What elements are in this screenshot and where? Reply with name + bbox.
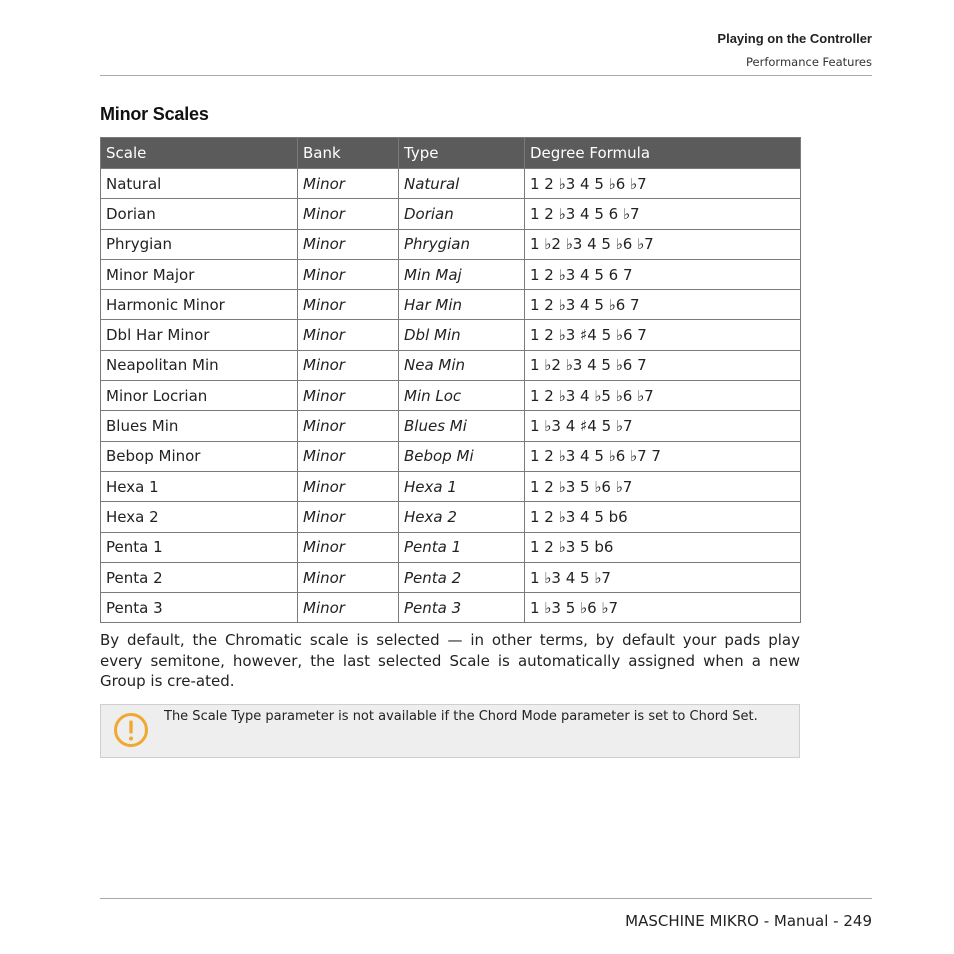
cell-degree-formula: 1 2 ♭3 5 b6 <box>525 532 801 562</box>
cell-degree-formula: 1 2 ♭3 4 5 ♭6 ♭7 <box>525 169 801 199</box>
table-row <box>101 199 801 229</box>
cell-bank: Minor <box>298 532 399 562</box>
header-chapter-title: Playing on the Controller <box>717 31 872 46</box>
table-row <box>101 562 801 592</box>
cell-type: Natural <box>399 169 525 199</box>
cell-scale: Neapolitan Min <box>101 350 298 380</box>
table-row <box>101 169 801 199</box>
column-header-degree-formula: Degree Formula <box>525 138 801 169</box>
minor-scales-table <box>100 137 801 623</box>
cell-degree-formula: 1 ♭3 4 5 ♭7 <box>525 562 801 592</box>
cell-bank: Minor <box>298 259 399 289</box>
cell-scale: Hexa 2 <box>101 502 298 532</box>
cell-bank: Minor <box>298 229 399 259</box>
cell-degree-formula: 1 2 ♭3 4 ♭5 ♭6 ♭7 <box>525 381 801 411</box>
cell-scale: Penta 1 <box>101 532 298 562</box>
table-row <box>101 471 801 501</box>
footer-divider <box>100 898 872 899</box>
cell-bank: Minor <box>298 350 399 380</box>
cell-degree-formula: 1 2 ♭3 4 5 ♭6 7 <box>525 290 801 320</box>
footer-page-label: MASCHINE MIKRO - Manual - 249 <box>625 912 872 930</box>
warning-exclamation-icon <box>113 712 149 748</box>
table-row <box>101 259 801 289</box>
cell-scale: Phrygian <box>101 229 298 259</box>
cell-type: Nea Min <box>399 350 525 380</box>
column-header-scale: Scale <box>101 138 298 169</box>
cell-type: Min Maj <box>399 259 525 289</box>
cell-scale: Bebop Minor <box>101 441 298 471</box>
cell-scale: Penta 2 <box>101 562 298 592</box>
cell-bank: Minor <box>298 320 399 350</box>
cell-type: Penta 3 <box>399 593 525 623</box>
column-header-bank: Bank <box>298 138 399 169</box>
cell-bank: Minor <box>298 199 399 229</box>
cell-type: Dorian <box>399 199 525 229</box>
cell-scale: Hexa 1 <box>101 471 298 501</box>
cell-degree-formula: 1 2 ♭3 5 ♭6 ♭7 <box>525 471 801 501</box>
cell-scale: Dorian <box>101 199 298 229</box>
cell-degree-formula: 1 2 ♭3 4 5 b6 <box>525 502 801 532</box>
cell-bank: Minor <box>298 441 399 471</box>
cell-scale: Blues Min <box>101 411 298 441</box>
cell-type: Phrygian <box>399 229 525 259</box>
table-row <box>101 290 801 320</box>
header-divider <box>100 75 872 76</box>
note-text: The Scale Type parameter is not available if the Chord Mode parameter is set to Chord Set. <box>164 709 758 724</box>
cell-bank: Minor <box>298 502 399 532</box>
cell-degree-formula: 1 ♭2 ♭3 4 5 ♭6 ♭7 <box>525 229 801 259</box>
cell-bank: Minor <box>298 562 399 592</box>
cell-bank: Minor <box>298 169 399 199</box>
cell-degree-formula: 1 2 ♭3 ♯4 5 ♭6 7 <box>525 320 801 350</box>
table-body <box>101 169 801 623</box>
cell-bank: Minor <box>298 381 399 411</box>
cell-bank: Minor <box>298 471 399 501</box>
section-title: Minor Scales <box>100 104 209 124</box>
cell-type: Min Loc <box>399 381 525 411</box>
cell-scale: Dbl Har Minor <box>101 320 298 350</box>
cell-type: Hexa 1 <box>399 471 525 501</box>
cell-type: Dbl Min <box>399 320 525 350</box>
cell-degree-formula: 1 2 ♭3 4 5 6 7 <box>525 259 801 289</box>
cell-bank: Minor <box>298 593 399 623</box>
table-row <box>101 381 801 411</box>
cell-type: Hexa 2 <box>399 502 525 532</box>
header-section-title: Performance Features <box>746 55 872 69</box>
table-row <box>101 593 801 623</box>
cell-scale: Harmonic Minor <box>101 290 298 320</box>
table-row <box>101 229 801 259</box>
cell-degree-formula: 1 2 ♭3 4 5 ♭6 ♭7 7 <box>525 441 801 471</box>
cell-scale: Minor Major <box>101 259 298 289</box>
cell-bank: Minor <box>298 411 399 441</box>
table-header-row <box>101 138 801 169</box>
cell-type: Bebop Mi <box>399 441 525 471</box>
cell-degree-formula: 1 ♭3 5 ♭6 ♭7 <box>525 593 801 623</box>
table-row <box>101 441 801 471</box>
table-row <box>101 350 801 380</box>
cell-type: Har Min <box>399 290 525 320</box>
cell-degree-formula: 1 ♭2 ♭3 4 5 ♭6 7 <box>525 350 801 380</box>
cell-type: Blues Mi <box>399 411 525 441</box>
table-row <box>101 502 801 532</box>
body-paragraph: By default, the Chromatic scale is selected — in other terms, by default your pads play every semitone, however, the last selected Scale is automatically assigned when a new Group is cre-ated. <box>100 631 800 690</box>
table-row <box>101 320 801 350</box>
cell-degree-formula: 1 ♭3 4 ♯4 5 ♭7 <box>525 411 801 441</box>
cell-degree-formula: 1 2 ♭3 4 5 6 ♭7 <box>525 199 801 229</box>
table-row <box>101 532 801 562</box>
cell-scale: Penta 3 <box>101 593 298 623</box>
note-box <box>100 704 800 758</box>
cell-type: Penta 1 <box>399 532 525 562</box>
cell-scale: Natural <box>101 169 298 199</box>
cell-type: Penta 2 <box>399 562 525 592</box>
cell-bank: Minor <box>298 290 399 320</box>
column-header-type: Type <box>399 138 525 169</box>
table-row <box>101 411 801 441</box>
cell-scale: Minor Locrian <box>101 381 298 411</box>
